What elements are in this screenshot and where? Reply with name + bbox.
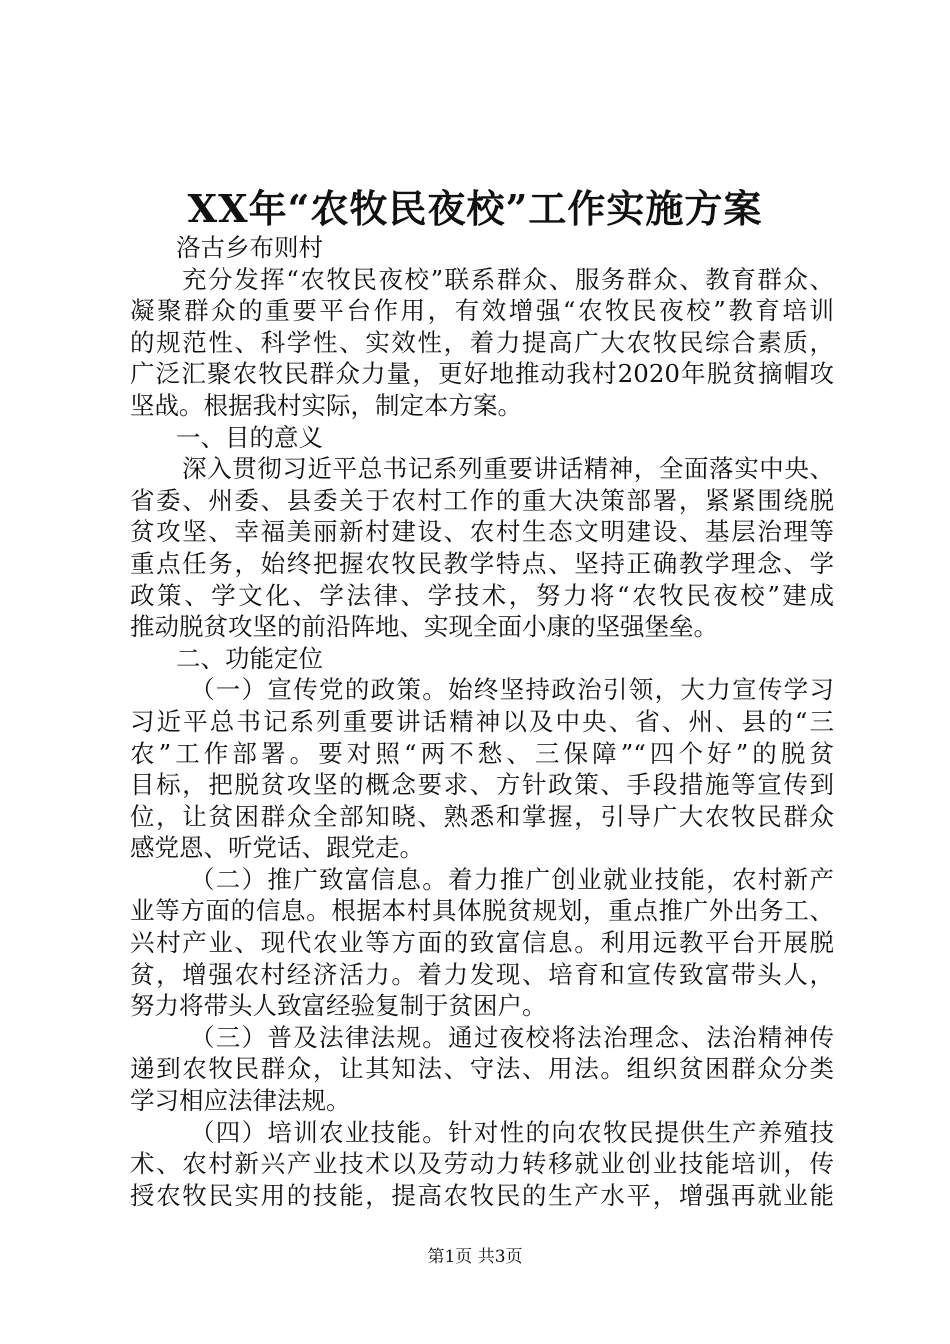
body-line: （一）宣传党的政策。始终坚持政治引领，大力宣传学习 xyxy=(190,675,834,705)
body-line: 一、目的意义 xyxy=(176,422,323,452)
body-line: 目标，把脱贫攻坚的概念要求、方针政策、手段措施等宣传到 xyxy=(130,770,834,800)
body-line: 政策、学文化、学法律、学技术，努力将“农牧民夜校”建成 xyxy=(130,580,834,610)
body-line: 学习相应法律法规。 xyxy=(130,1086,351,1116)
body-line: （二）推广致富信息。着力推广创业就业技能，农村新产 xyxy=(190,864,834,894)
body-line: 习近平总书记系列重要讲话精神以及中央、省、州、县的“三 xyxy=(130,706,834,736)
body-line: 位，让贫困群众全部知晓、熟悉和掌握，引导广大农牧民群众 xyxy=(130,801,834,831)
body-line: 推动脱贫攻坚的前沿阵地、实现全面小康的坚强堡垒。 xyxy=(130,612,718,642)
body-line: 的规范性、科学性、实效性，着力提高广大农牧民综合素质， xyxy=(130,327,834,357)
body-line: 感党恩、听党话、跟党走。 xyxy=(130,833,424,863)
body-line: 充分发挥“农牧民夜校”联系群众、服务群众、教育群众、 xyxy=(182,264,834,294)
body-line: 二、功能定位 xyxy=(176,643,323,673)
body-line: 重点任务，始终把握农牧民教学特点、坚持正确教学理念、学 xyxy=(130,548,834,578)
body-line: （三）普及法律法规。通过夜校将法治理念、法治精神传 xyxy=(190,1022,834,1052)
body-line: 农”工作部署。要对照“两不愁、三保障”“四个好”的脱贫 xyxy=(130,738,834,768)
body-line: 努力将带头人致富经验复制于贫困户。 xyxy=(130,991,547,1021)
body-line: 术、农村新兴产业技术以及劳动力转移就业创业技能培训，传 xyxy=(130,1149,834,1179)
document-title: XX年“农牧民夜校”工作实施方案 xyxy=(187,186,763,231)
body-line: 洛古乡布则村 xyxy=(176,233,323,262)
body-line: （四）培训农业技能。针对性的向农牧民提供生产养殖技 xyxy=(190,1117,834,1147)
body-line: 深入贯彻习近平总书记系列重要讲话精神，全面落实中央、 xyxy=(182,454,834,484)
body-line: 广泛汇聚农牧民群众力量，更好地推动我村2020年脱贫摘帽攻 xyxy=(130,359,834,389)
document-body xyxy=(130,232,834,1211)
body-line: 递到农牧民群众，让其知法、守法、用法。组织贫困群众分类 xyxy=(130,1054,834,1084)
body-line: 授农牧民实用的技能，提高农牧民的生产水平，增强再就业能 xyxy=(130,1180,834,1210)
body-line: 业等方面的信息。根据本村具体脱贫规划，重点推广外出务工、 xyxy=(130,896,834,926)
body-line: 省委、州委、县委关于农村工作的重大决策部署，紧紧围绕脱 xyxy=(130,485,834,515)
body-line: 贫，增强农村经济活力。着力发现、培育和宣传致富带头人， xyxy=(130,959,834,989)
body-line: 坚战。根据我村实际，制定本方案。 xyxy=(130,390,522,420)
body-line: 兴村产业、现代农业等方面的致富信息。利用远教平台开展脱 xyxy=(130,928,834,958)
body-line: 凝聚群众的重要平台作用，有效增强“农牧民夜校”教育培训 xyxy=(130,296,834,326)
body-line: 贫攻坚、幸福美丽新村建设、农村生态文明建设、基层治理等 xyxy=(130,517,834,547)
page-footer: 第1页 共3页 xyxy=(427,1247,523,1267)
